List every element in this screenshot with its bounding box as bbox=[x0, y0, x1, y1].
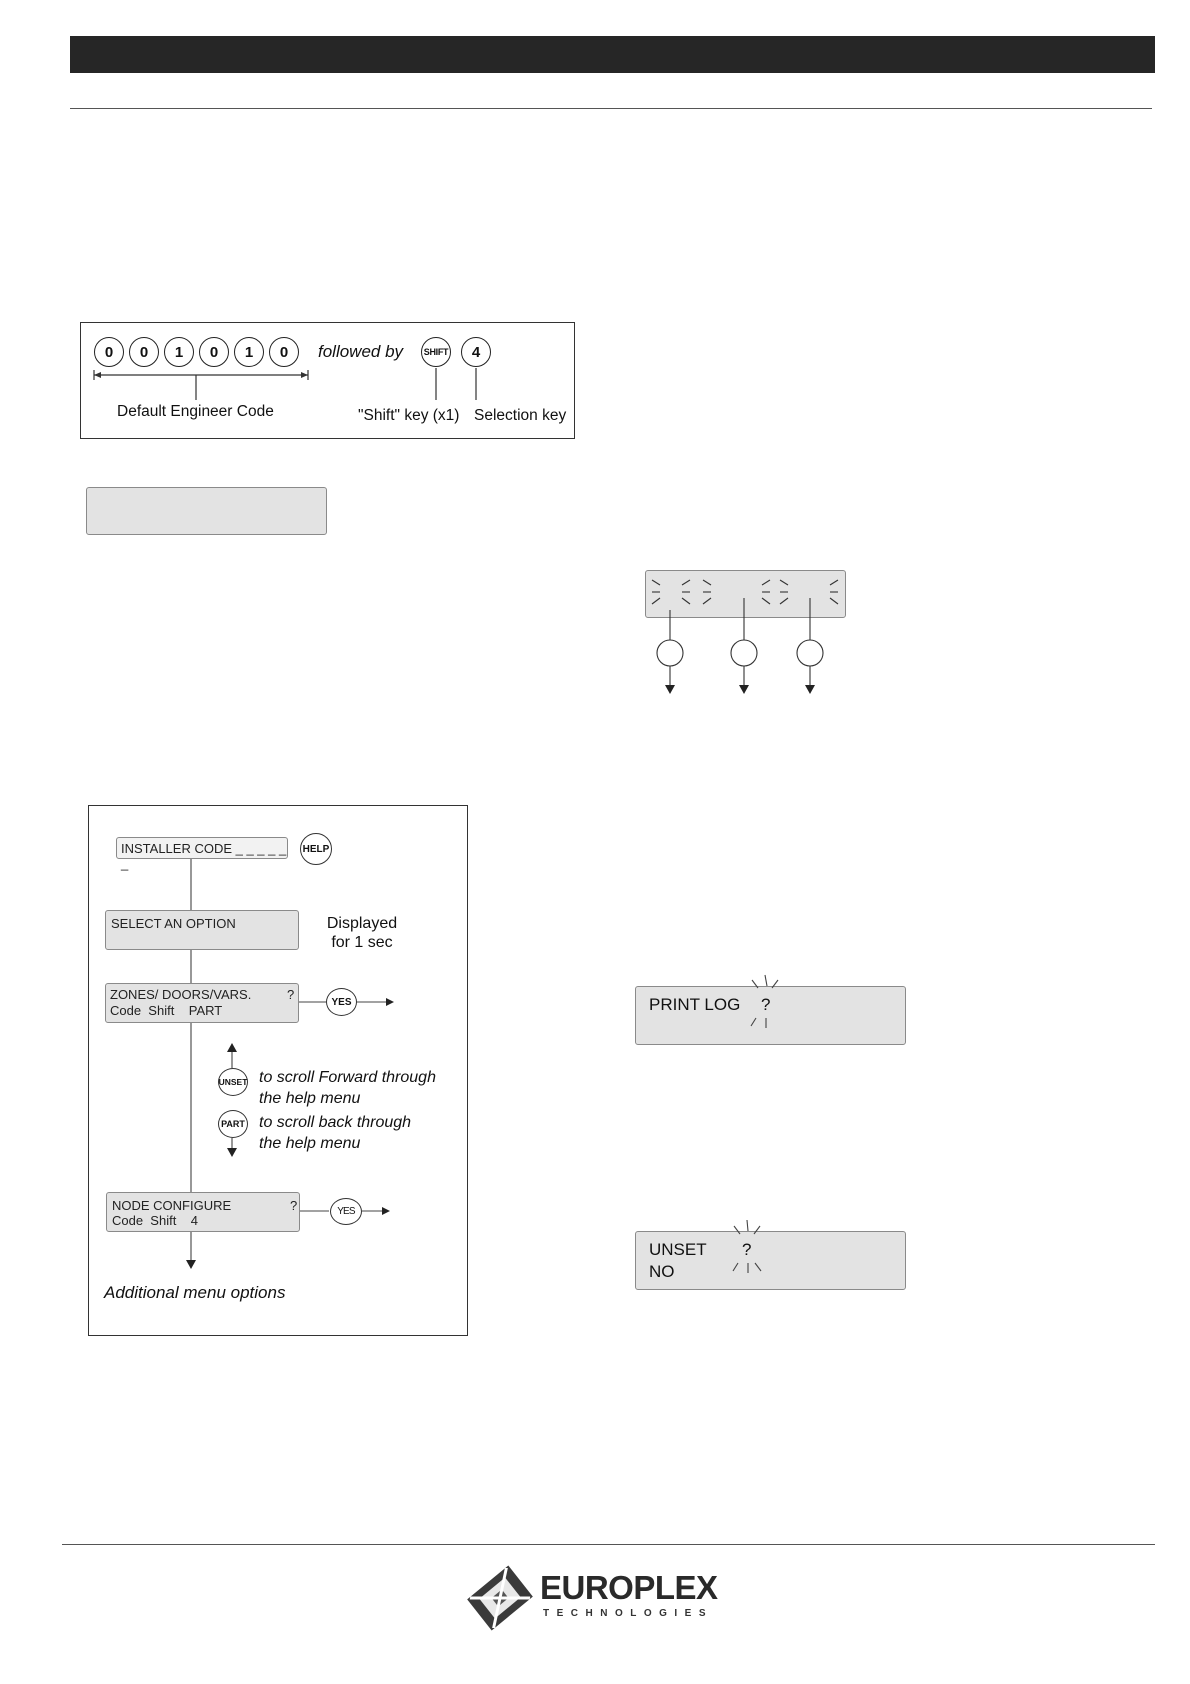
code-key-6: 0 bbox=[269, 337, 299, 367]
help-key: HELP bbox=[300, 833, 332, 865]
scroll-back-line1: to scroll back through bbox=[259, 1114, 412, 1131]
yes-key: YES bbox=[326, 988, 357, 1016]
unset-key: UNSET bbox=[218, 1068, 248, 1096]
additional-menu-options: Additional menu options bbox=[104, 1283, 286, 1302]
shift-key-label: "Shift" key (x1) bbox=[358, 407, 460, 424]
brand-tagline: TECHNOLOGIES bbox=[543, 1608, 714, 1619]
node-line1: NODE CONFIGURE bbox=[112, 1198, 232, 1213]
displayed-note-line1: Displayed bbox=[326, 915, 398, 932]
code-key-3: 1 bbox=[164, 337, 194, 367]
brand-name: EUROPLEX bbox=[540, 1569, 718, 1606]
node-line2: Code Shift 4 bbox=[112, 1213, 198, 1228]
zones-line1: ZONES/ DOORS/VARS. bbox=[110, 987, 252, 1002]
followed-by-label: followed by bbox=[318, 342, 404, 361]
selection-key: 4 bbox=[461, 337, 491, 367]
scroll-back-line2: the help menu bbox=[259, 1135, 361, 1152]
shift-key: SHIFT bbox=[421, 337, 451, 367]
yes-key-2: YES bbox=[330, 1198, 362, 1225]
part-key: PART bbox=[218, 1110, 248, 1138]
select-option-text: SELECT AN OPTION bbox=[111, 916, 236, 931]
unset-line1: UNSET bbox=[649, 1240, 707, 1259]
zones-line2: Code Shift PART bbox=[110, 1003, 223, 1018]
print-log-question-mark: ? bbox=[761, 995, 771, 1014]
code-key-4: 0 bbox=[199, 337, 229, 367]
code-key-5: 1 bbox=[234, 337, 264, 367]
scroll-forward-line2: the help menu bbox=[259, 1090, 361, 1107]
engineer-code-label: Default Engineer Code bbox=[117, 403, 274, 420]
node-question-mark: ? bbox=[290, 1198, 298, 1213]
code-key-1: 0 bbox=[94, 337, 124, 367]
code-key-2: 0 bbox=[129, 337, 159, 367]
europlex-logo-icon bbox=[462, 1566, 538, 1630]
print-log-text: PRINT LOG bbox=[649, 995, 741, 1014]
unset-question-mark: ? bbox=[742, 1240, 752, 1259]
zones-question-mark: ? bbox=[287, 987, 295, 1002]
scroll-forward-line1: to scroll Forward through bbox=[259, 1069, 436, 1086]
footer-rule bbox=[62, 1544, 1155, 1545]
unset-line2: NO bbox=[649, 1262, 675, 1281]
selection-key-label: Selection key bbox=[474, 407, 567, 424]
displayed-note-line2: for 1 sec bbox=[331, 934, 393, 951]
installer-code-text: INSTALLER CODE _ _ _ _ _ _ bbox=[121, 841, 287, 871]
